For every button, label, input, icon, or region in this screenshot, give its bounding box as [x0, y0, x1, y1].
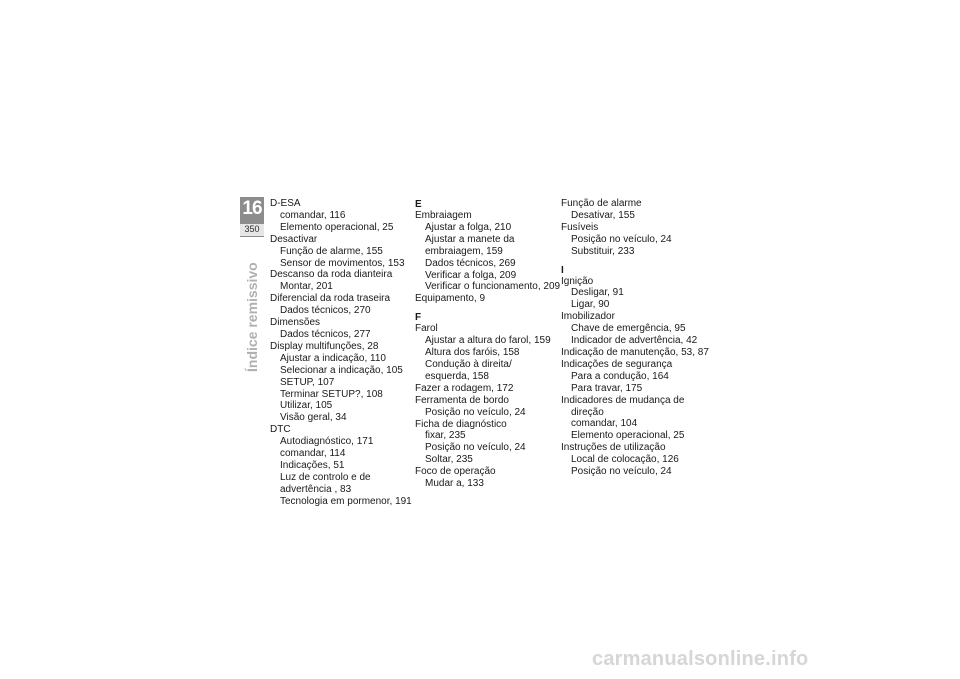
index-subentry: fixar, 235 — [425, 430, 466, 442]
index-subentry: comandar, 116 — [280, 209, 346, 221]
index-subentry: Luz de controlo e de — [280, 471, 371, 483]
index-subentry: Para a condução, 164 — [571, 370, 669, 382]
index-subentry: Para travar, 175 — [571, 382, 643, 394]
letter-gap — [415, 305, 555, 311]
index-subentry: Sensor de movimentos, 153 — [280, 257, 405, 269]
index-entry: Função de alarme — [561, 198, 642, 209]
index-subentry: Ajustar a altura do farol, 159 — [425, 335, 551, 347]
index-subentry: Dados técnicos, 277 — [280, 328, 371, 340]
index-subentry: Mudar a, 133 — [425, 478, 484, 490]
index-entry: Indicações de segurança — [561, 358, 673, 370]
index-subentry: Condução à direita/ — [425, 358, 512, 370]
index-subentry: Desativar, 155 — [571, 209, 635, 221]
index-subentry: Indicações, 51 — [280, 459, 345, 471]
index-subentry: Posição no veículo, 24 — [571, 466, 672, 478]
index-letter-heading: E — [415, 199, 422, 210]
index-subentry: Dados técnicos, 270 — [280, 305, 371, 317]
index-subentry: embraiagem, 159 — [425, 245, 503, 257]
index-subentry: Desligar, 91 — [571, 287, 624, 299]
index-subentry: Verificar a folga, 209 — [425, 269, 517, 281]
index-letter-heading: F — [415, 312, 422, 324]
index-letter-heading: I — [561, 264, 564, 276]
index-subentry: Posição no veículo, 24 — [571, 233, 672, 245]
index-subentry: comandar, 104 — [571, 418, 638, 430]
section-title: Índice remissivo — [244, 262, 260, 372]
index-entry: DTC — [270, 424, 291, 436]
index-subentry: Dados técnicos, 269 — [425, 257, 516, 269]
index-entry: Equipamento, 9 — [415, 293, 486, 305]
index-entry: Ferramenta de bordo — [415, 394, 509, 406]
index-subentry: Substituir, 233 — [571, 245, 635, 257]
index-column-1 — [270, 198, 410, 508]
index-subentry: Visão geral, 34 — [280, 412, 347, 424]
index-entry: D-ESA — [270, 198, 301, 209]
letter-gap — [561, 258, 701, 264]
index-entry: Dimensões — [270, 317, 321, 329]
index-column-2 — [415, 198, 561, 490]
index-subentry: Ligar, 90 — [571, 299, 610, 311]
index-subentry: Posição no veículo, 24 — [425, 442, 526, 454]
watermark: carmanualsonline.info — [592, 648, 809, 670]
index-entry: Descanso da roda dianteira — [270, 269, 393, 281]
page-number: 350 — [240, 224, 264, 236]
index-entry: Foco de operação — [415, 466, 496, 478]
index-subentry: Ajustar a folga, 210 — [425, 221, 512, 233]
index-entry: Imobilizador — [561, 311, 615, 323]
index-subentry: Chave de emergência, 95 — [571, 323, 686, 335]
index-subentry: Tecnologia em pormenor, 191 — [280, 495, 412, 507]
index-subentry: Soltar, 235 — [425, 454, 473, 466]
index-subentry: Indicador de advertência, 42 — [571, 335, 698, 347]
index-subentry: esquerda, 158 — [425, 370, 489, 382]
index-entry: Instruções de utilização — [561, 442, 666, 454]
index-entry: Fazer a rodagem, 172 — [415, 382, 514, 394]
index-entry: Diferencial da roda traseira — [270, 293, 391, 305]
index-subentry: Posição no veículo, 24 — [425, 406, 526, 418]
index-entry: Embraiagem — [415, 210, 472, 221]
index-subentry: Altura dos faróis, 158 — [425, 347, 520, 359]
index-entry: Ficha de diagnóstico — [415, 418, 507, 430]
index-entry: Indicação de manutenção, 53, 87 — [561, 346, 709, 358]
index-subentry: Selecionar a indicação, 105 — [280, 364, 403, 376]
index-subentry: comandar, 114 — [280, 448, 346, 460]
index-entry: Desactivar — [270, 233, 318, 245]
index-subentry: Terminar SETUP?, 108 — [280, 388, 383, 400]
index-subentry: advertência , 83 — [280, 483, 352, 495]
index-subentry: Montar, 201 — [280, 281, 333, 293]
index-subentry: Função de alarme, 155 — [280, 245, 383, 257]
index-subentry: Autodiagnóstico, 171 — [280, 436, 374, 448]
index-subentry: Elemento operacional, 25 — [280, 221, 394, 233]
index-subentry: SETUP, 107 — [280, 376, 335, 388]
index-entry: Indicadores de mudança de — [561, 394, 685, 406]
chapter-number: 16 — [242, 198, 262, 219]
index-entry: Fusíveis — [561, 221, 599, 233]
index-entry: Ignição — [561, 275, 594, 287]
index-subentry: Ajustar a indicação, 110 — [280, 352, 386, 364]
index-subentry: Utilizar, 105 — [280, 400, 333, 412]
index-subentry: Elemento operacional, 25 — [571, 430, 685, 442]
index-column-3 — [561, 198, 709, 478]
index-entry-continuation: direção — [571, 406, 604, 418]
index-entry: Farol — [415, 323, 438, 335]
index-subentry: Ajustar a manete da — [425, 233, 515, 245]
chapter-tab — [240, 197, 264, 237]
index-subentry: Local de colocação, 126 — [571, 454, 679, 466]
index-subentry: Verificar o funcionamento, 209 — [425, 281, 561, 293]
index-entry: Display multifunções, 28 — [270, 340, 379, 352]
